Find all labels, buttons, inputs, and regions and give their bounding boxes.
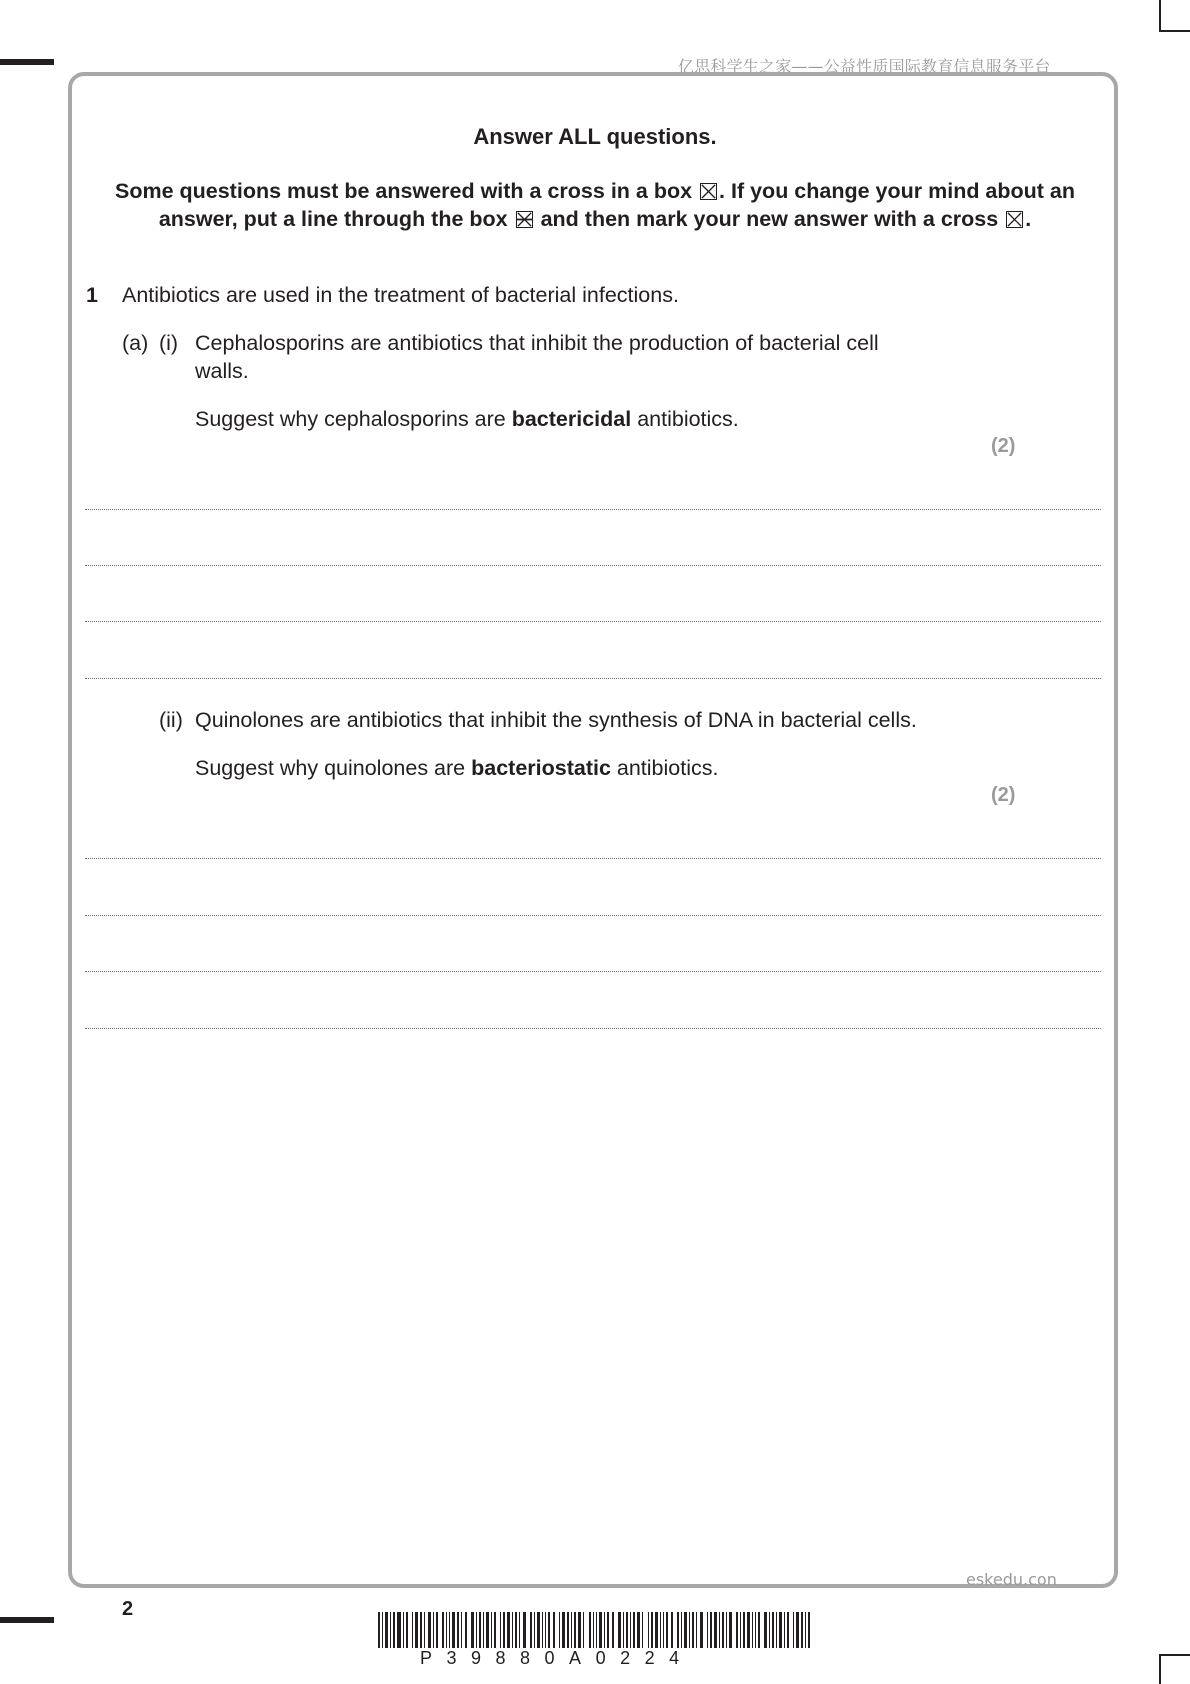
crop-mark-bottom-right-h	[1159, 1654, 1190, 1656]
question-stem: Antibiotics are used in the treatment of bacterial infections.	[122, 283, 679, 307]
answer-line-ii-3[interactable]	[85, 971, 1101, 972]
registration-mark-bottom-left	[0, 1617, 54, 1623]
registration-mark-top-left	[0, 59, 54, 65]
prompt-keyword: bactericidal	[511, 407, 632, 431]
part-i-marks: (2)	[991, 435, 1016, 457]
page-heading: Answer ALL questions.	[473, 124, 717, 149]
instructions-text: . If you change your mind about an	[719, 179, 1076, 203]
prompt-text: antibiotics.	[610, 756, 719, 780]
part-ii-label: (ii)	[159, 708, 183, 732]
instructions-text: and then mark your new answer with a cross	[540, 207, 999, 231]
question-number: 1	[86, 283, 98, 307]
watermark-bottom: eskedu.con	[966, 1570, 1057, 1589]
prompt-text: Suggest why quinolones are	[195, 756, 472, 780]
prompt-text: Suggest why cephalosporins are	[195, 407, 512, 431]
part-i-label: (i)	[159, 331, 179, 355]
instructions-text: answer, put a line through the box	[158, 207, 508, 231]
prompt-keyword: bacteriostatic	[471, 756, 611, 780]
part-i-prompt	[195, 407, 739, 432]
part-ii-prompt	[195, 756, 718, 781]
instructions-text: .	[1025, 207, 1032, 231]
struck-through-box-icon	[516, 211, 533, 228]
page-number: 2	[122, 1598, 134, 1620]
instructions-line-1	[72, 177, 1118, 205]
part-a-label: (a)	[122, 331, 149, 355]
answer-line-i-3[interactable]	[85, 621, 1101, 622]
part-ii-marks: (2)	[991, 784, 1016, 806]
instructions	[72, 177, 1118, 233]
part-i-text-line-1: Cephalosporins are antibiotics that inhibit the production of bacterial cell	[195, 331, 879, 355]
barcode-text: P39880A0224	[420, 1648, 694, 1668]
answer-line-ii-4[interactable]	[85, 1028, 1101, 1029]
answer-line-ii-1[interactable]	[85, 858, 1101, 859]
answer-line-i-2[interactable]	[85, 565, 1101, 566]
watermark-top: 亿思科学生之家——公益性质国际教育信息服务平台	[678, 57, 1051, 76]
crossed-box-icon	[700, 183, 717, 200]
instructions-line-2	[72, 205, 1118, 233]
answer-line-i-1[interactable]	[85, 509, 1101, 510]
crossed-box-icon	[1006, 211, 1023, 228]
answer-line-i-4[interactable]	[85, 678, 1101, 679]
crop-mark-top-right-v	[1159, 0, 1161, 30]
answer-line-ii-2[interactable]	[85, 915, 1101, 916]
instructions-text: Some questions must be answered with a cross in a box	[114, 179, 693, 203]
crop-mark-bottom-right-v	[1159, 1654, 1161, 1684]
part-ii-text-line-1: Quinolones are antibiotics that inhibit the synthesis of DNA in bacterial cells.	[195, 708, 917, 732]
barcode-icon	[378, 1612, 810, 1648]
crop-mark-top-right-h	[1159, 30, 1190, 32]
prompt-text: antibiotics.	[631, 407, 739, 431]
part-i-text-line-2: walls.	[195, 359, 249, 383]
